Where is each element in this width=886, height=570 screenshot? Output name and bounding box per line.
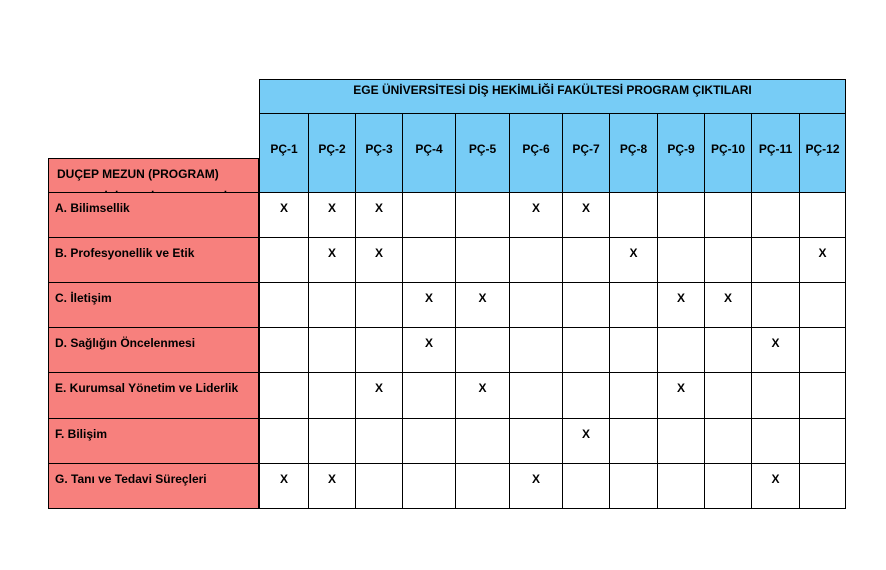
column-header-pc-7: PÇ-7 [563,114,610,193]
matrix-cell [610,373,658,419]
matrix-cell [356,464,403,509]
matrix-cell [259,419,309,464]
blank-corner [48,79,259,158]
matrix-cell [403,238,456,283]
matrix-cell: X [658,283,705,328]
matrix-cell [510,238,563,283]
matrix-cell [356,283,403,328]
matrix-cell [752,283,800,328]
matrix-cell [800,328,846,373]
matrix-cell [800,419,846,464]
matrix-cell [259,238,309,283]
column-header-pc-1: PÇ-1 [259,114,309,193]
matrix-cell [456,464,510,509]
criteria-header [48,158,259,193]
matrix-cell [403,419,456,464]
matrix-cell [800,464,846,509]
matrix-cell [510,373,563,419]
matrix-cell [705,328,752,373]
matrix-cell: X [800,238,846,283]
matrix-cell: X [259,193,309,238]
matrix-cell [356,328,403,373]
program-outcomes-matrix [48,79,846,509]
matrix-cell: X [403,283,456,328]
matrix-cell [309,328,356,373]
matrix-cell [403,464,456,509]
matrix-cell [510,328,563,373]
column-header-pc-8: PÇ-8 [610,114,658,193]
matrix-cell [563,373,610,419]
criteria-header-line1: DUÇEP MEZUN (PROGRAM) [57,167,219,181]
matrix-cell [259,283,309,328]
matrix-cell [705,373,752,419]
column-header-pc-5: PÇ-5 [456,114,510,193]
matrix-cell [563,464,610,509]
matrix-cell [356,419,403,464]
matrix-cell [563,283,610,328]
matrix-cell [800,283,846,328]
matrix-cell [510,419,563,464]
matrix-cell: X [356,238,403,283]
matrix-cell: X [510,193,563,238]
matrix-cell [752,238,800,283]
row-label: G. Tanı ve Tedavi Süreçleri [48,464,259,509]
matrix-cell: X [510,464,563,509]
row-label: B. Profesyonellik ve Etik [48,238,259,283]
matrix-cell [610,328,658,373]
matrix-cell [610,193,658,238]
matrix-cell: X [309,464,356,509]
matrix-cell [510,283,563,328]
matrix-cell [800,373,846,419]
matrix-cell [309,283,356,328]
matrix-cell [705,419,752,464]
matrix-cell [800,193,846,238]
matrix-cell [563,328,610,373]
column-header-pc-10: PÇ-10 [705,114,752,193]
row-label: F. Bilişim [48,419,259,464]
column-header-pc-3: PÇ-3 [356,114,403,193]
matrix-cell [456,238,510,283]
matrix-cell [658,328,705,373]
matrix-cell [403,193,456,238]
matrix-cell: X [563,419,610,464]
matrix-cell [705,238,752,283]
matrix-cell [658,419,705,464]
matrix-cell [610,283,658,328]
row-label: E. Kurumsal Yönetim ve Liderlik [48,373,259,419]
matrix-cell: X [658,373,705,419]
matrix-cell [610,419,658,464]
column-header-pc-12: PÇ-12 [800,114,846,193]
matrix-cell: X [356,373,403,419]
matrix-cell [658,464,705,509]
column-header-pc-4: PÇ-4 [403,114,456,193]
matrix-cell: X [752,328,800,373]
matrix-cell [705,193,752,238]
matrix-cell: X [610,238,658,283]
matrix-cell: X [456,283,510,328]
matrix-cell [705,464,752,509]
matrix-cell [752,373,800,419]
matrix-cell: X [309,193,356,238]
matrix-cell: X [403,328,456,373]
matrix-cell [456,193,510,238]
matrix-cell [752,419,800,464]
matrix-cell [658,238,705,283]
matrix-cell [563,238,610,283]
row-label: D. Sağlığın Öncelenmesi [48,328,259,373]
matrix-cell: X [356,193,403,238]
column-header-pc-6: PÇ-6 [510,114,563,193]
matrix-cell [259,373,309,419]
column-header-pc-2: PÇ-2 [309,114,356,193]
matrix-cell [456,328,510,373]
row-label: C. İletişim [48,283,259,328]
column-header-pc-11: PÇ-11 [752,114,800,193]
matrix-cell [658,193,705,238]
matrix-cell [752,193,800,238]
matrix-cell: X [705,283,752,328]
matrix-cell: X [456,373,510,419]
matrix-cell [610,464,658,509]
matrix-cell: X [563,193,610,238]
matrix-cell [456,419,510,464]
matrix-cell [259,328,309,373]
matrix-cell [403,373,456,419]
matrix-cell: X [259,464,309,509]
matrix-cell: X [309,238,356,283]
matrix-cell: X [752,464,800,509]
column-header-pc-9: PÇ-9 [658,114,705,193]
table-title: EGE ÜNİVERSİTESİ DİŞ HEKİMLİĞİ FAKÜLTESİ PROGRAM ÇIKTILARI [259,79,846,114]
row-label: A. Bilimsellik [48,193,259,238]
matrix-cell [309,373,356,419]
matrix-cell [309,419,356,464]
